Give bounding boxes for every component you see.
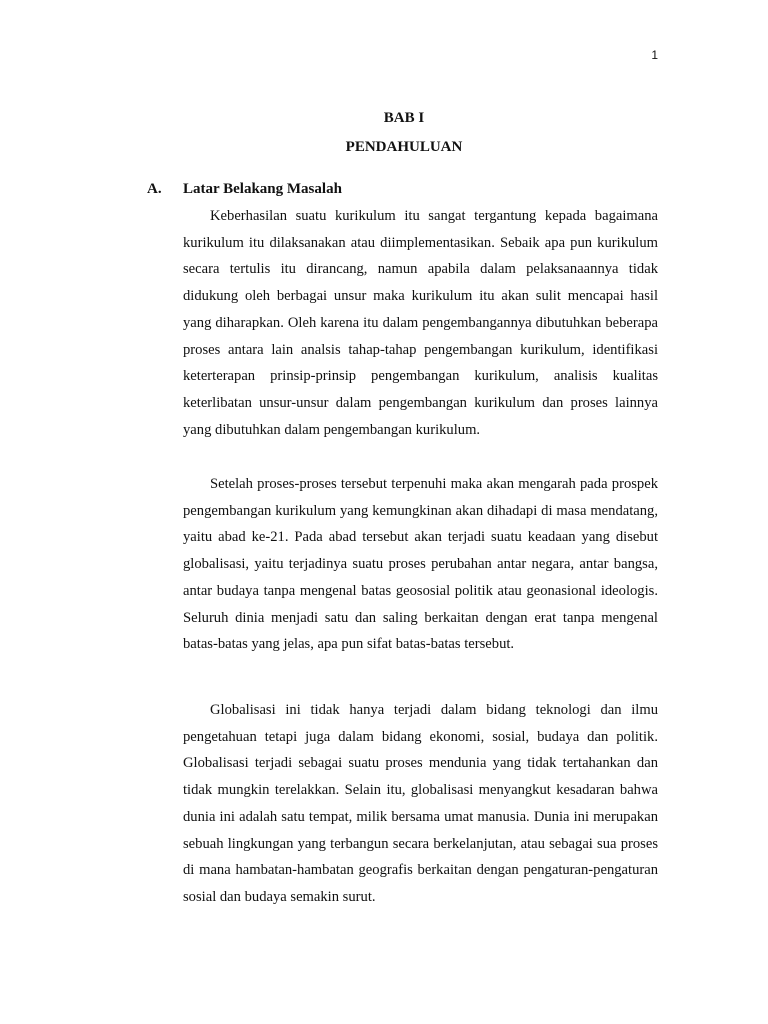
section-letter: A. — [147, 181, 162, 197]
chapter-title: PENDAHULUAN — [345, 139, 463, 155]
paragraph-3: Globalisasi ini tidak hanya terjadi dalam bidang teknologi dan ilmu pengetahuan tetapi juga dalam bidang ekonomi, sosial, budaya dan politik. Globalisasi terjadi sebagai suatu proses mendunia yang tidak tertahankan dan tidak mungkin terelakkan. Selain itu, globalisasi menyangkut kesadaran bahwa dunia ini adalah satu tempat, milik bersama umat manusia. Dunia ini merupakan sebuah lingkungan yang terbangun secara berkelanjutan, atau sebagai sua proses di mana hambatan-hambatan geografis berkaitan dengan pengaturan-pengaturan sosial dan budaya semakin surut. — [183, 702, 658, 905]
chapter-label: BAB I — [383, 110, 425, 126]
section-heading: Latar Belakang Masalah — [183, 181, 342, 197]
paragraph-2: Setelah proses-proses tersebut terpenuhi maka akan mengarah pada prospek pengembangan kurikulum yang kemungkinan akan dihadapi di masa mendatang, yaitu abad ke-21. Pada abad tersebut akan terjadi suatu keadaan yang disebut globalisasi, yaitu terjadinya suatu proses perubahan antar negara, antar bangsa, antar budaya tanpa mengenal batas geososial politik atau geonasional ideologis. Seluruh dinia menjadi satu dan saling berkaitan dengan erat tanpa mengenal batas-batas yang jelas, apa pun sifat batas-batas tersebut. — [183, 476, 658, 653]
paragraph-1: Keberhasilan suatu kurikulum itu sangat tergantung kepada bagaimana kurikulum itu dilaksanakan atau diimplementasikan. Sebaik apa pun kurikulum secara tertulis itu dirancang, namun apabila dalam pelaksanaannya tidak didukung oleh berbagai unsur maka kurikulum itu akan sulit mencapai hasil yang diharapkan. Oleh karena itu dalam pengembangannya dibutuhkan beberapa proses antara lain analsis tahap-tahap pengembangan kurikulum, identifikasi keterterapan prinsip-prinsip pengembangan kurikulum, analisis kualitas keterlibatan unsur-unsur dalam pengembangan kurikulum dan proses lainnya yang dibutuhkan dalam pengembangan kurikulum. — [183, 208, 658, 438]
page-number: 1 — [651, 48, 658, 62]
